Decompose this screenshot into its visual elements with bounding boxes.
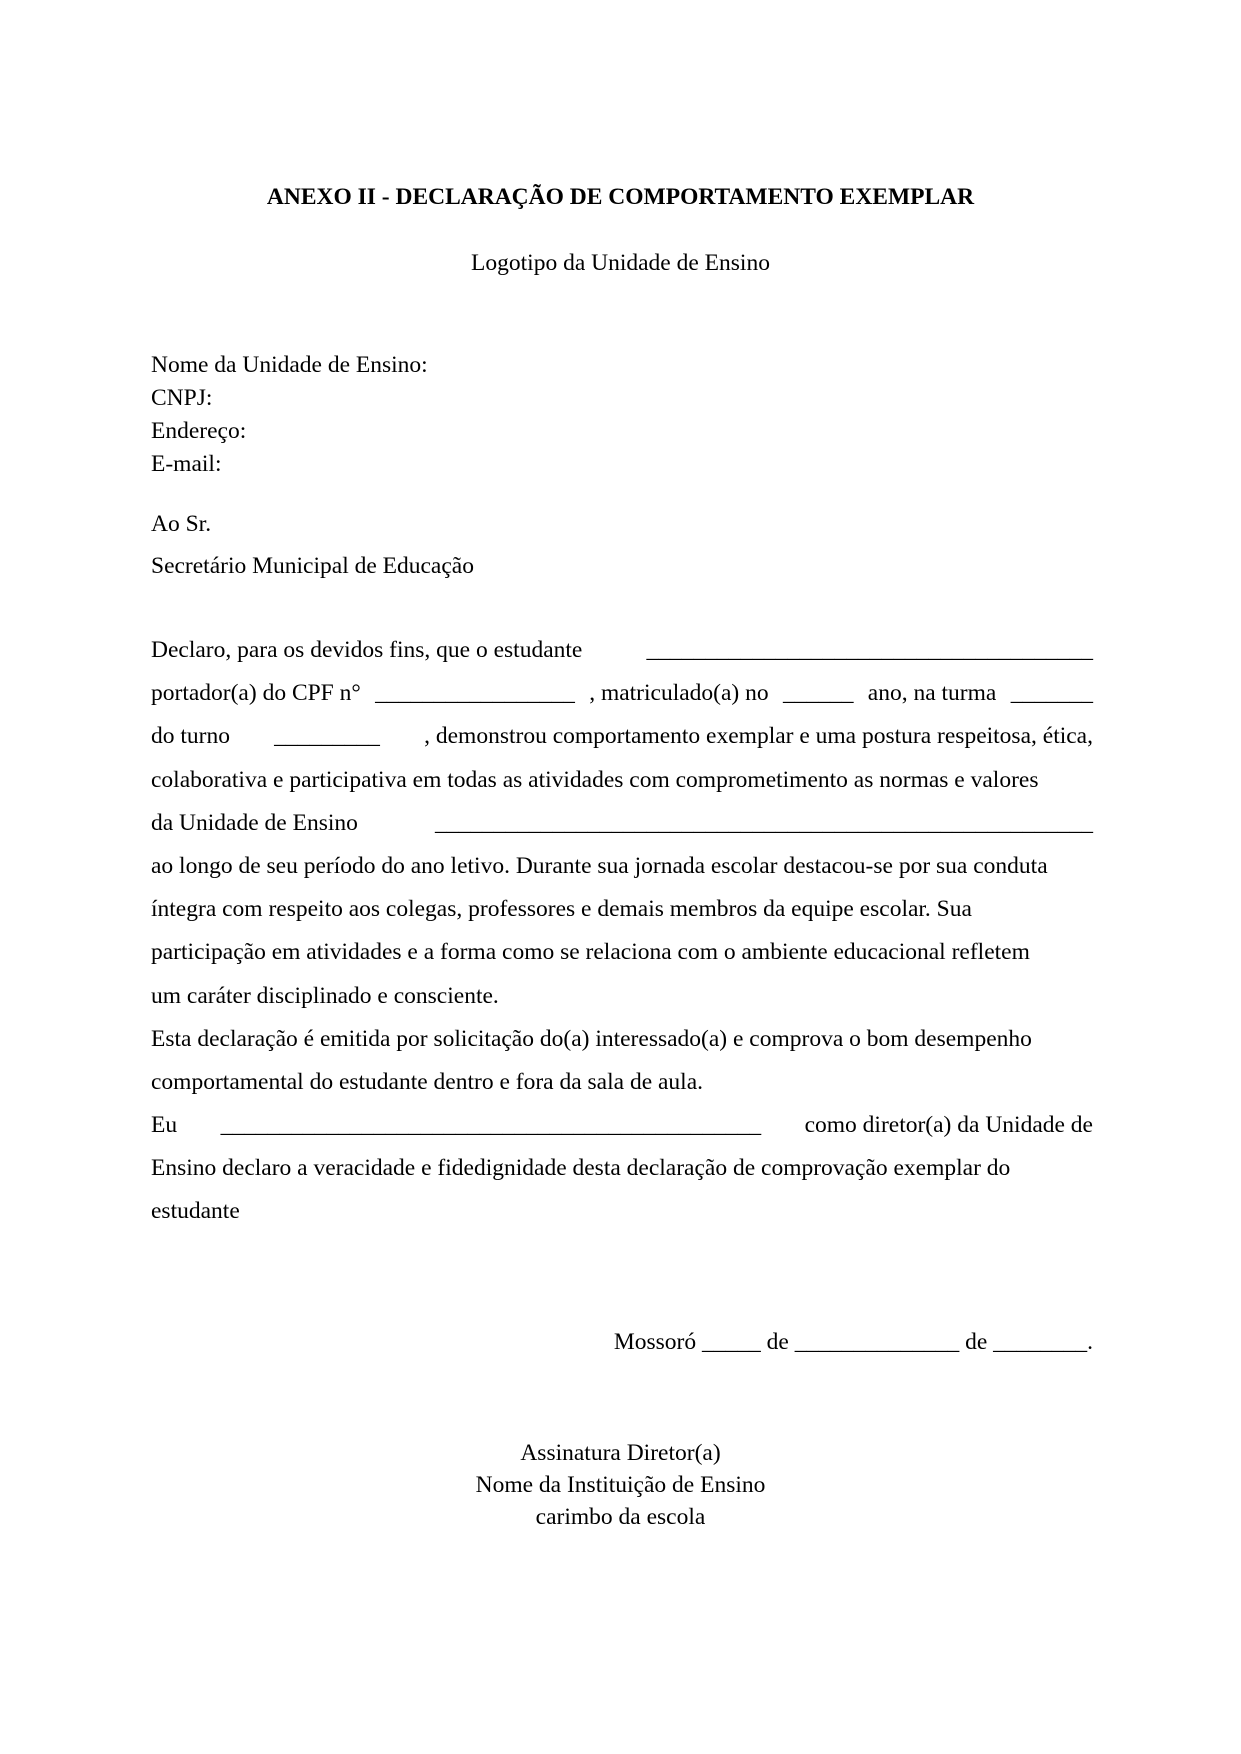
cnpj-label: CNPJ:	[151, 385, 213, 411]
body-text: portador(a) do CPF n°	[151, 680, 361, 707]
date-period: .	[1087, 1329, 1093, 1355]
body-line	[151, 715, 1093, 758]
student-name-blank[interactable]: ______________________________________	[646, 637, 1093, 663]
body-text: colaborativa e participativa em todas as atividades com comprometimento as normas e valores	[151, 766, 1039, 793]
date-city: Mossoró	[613, 1329, 697, 1355]
body-text: Eu	[151, 1112, 178, 1139]
body-text: Esta declaração é emitida por solicitação do(a) interessado(a) e comprova o bom desempenho	[151, 1025, 1032, 1052]
signature-line-2: Nome da Instituição de Ensino	[475, 1472, 766, 1498]
body-text: Declaro, para os devidos fins, que o estudante	[151, 637, 583, 663]
body-line	[151, 802, 1093, 845]
body-text: do turno	[151, 723, 230, 750]
month-blank[interactable]: ______________	[794, 1329, 960, 1355]
date-de: de	[965, 1329, 988, 1355]
body-text: um caráter disciplinado e consciente.	[151, 982, 499, 1009]
year-grade-blank[interactable]: ______	[782, 680, 854, 707]
body-text: Ensino declaro a veracidade e fidedignidade desta declaração de comprovação exemplar do	[151, 1155, 1011, 1182]
class-blank[interactable]: _______	[1010, 680, 1093, 707]
body-line	[151, 845, 1093, 888]
body-line	[151, 1147, 1093, 1190]
school-name-label: Nome da Unidade de Ensino:	[151, 352, 428, 378]
school-name-blank[interactable]: ________________________________________________________	[435, 809, 1093, 836]
body-text: ano, na turma	[867, 680, 997, 707]
body-text: estudante	[151, 1198, 240, 1225]
address-label: Endereço:	[151, 418, 247, 444]
school-header-fields	[151, 349, 428, 481]
body-line	[151, 975, 1093, 1018]
recipient-block	[151, 503, 474, 587]
day-blank[interactable]: _____	[702, 1329, 761, 1355]
body-text: , demonstrou comportamento exemplar e uma postura respeitosa, ética,	[424, 723, 1093, 750]
year-blank[interactable]: ________	[993, 1329, 1088, 1355]
body-line	[151, 759, 1093, 802]
recipient-salutation: Ao Sr.	[151, 511, 212, 537]
body-line	[151, 1018, 1093, 1061]
shift-blank[interactable]: _________	[274, 723, 380, 750]
body-line	[151, 629, 1093, 672]
date-line	[614, 1329, 1093, 1356]
logo-placeholder: Logotipo da Unidade de Ensino	[471, 250, 770, 276]
body-text: como diretor(a) da Unidade de	[804, 1112, 1093, 1139]
body-text: , matriculado(a) no	[589, 680, 769, 707]
recipient-role: Secretário Municipal de Educação	[151, 553, 474, 579]
body-line	[151, 1061, 1093, 1104]
declaration-body	[151, 629, 1093, 1234]
body-text: participação em atividades e a forma como se relaciona com o ambiente educacional refletem	[151, 939, 1030, 966]
document-title: ANEXO II - DECLARAÇÃO DE COMPORTAMENTO EXEMPLAR	[266, 184, 975, 210]
signature-line-3: carimbo da escola	[535, 1504, 706, 1530]
date-de: de	[766, 1329, 789, 1355]
body-line	[151, 672, 1093, 715]
email-label: E-mail:	[151, 451, 222, 477]
body-line	[151, 888, 1093, 931]
director-name-blank[interactable]: ______________________________________________	[220, 1112, 762, 1139]
signature-block	[0, 1437, 1241, 1533]
body-text: ao longo de seu período do ano letivo. Durante sua jornada escolar destacou-se por sua conduta	[151, 852, 1048, 879]
body-line	[151, 1104, 1093, 1147]
body-text: íntegra com respeito aos colegas, professores e demais membros da equipe escolar. Sua	[151, 896, 972, 923]
body-line	[151, 931, 1093, 974]
cpf-blank[interactable]: _________________	[375, 680, 575, 707]
body-line	[151, 1190, 1093, 1233]
body-text: da Unidade de Ensino	[151, 809, 358, 836]
signature-line-1: Assinatura Diretor(a)	[520, 1440, 721, 1466]
body-text: comportamental do estudante dentro e fora da sala de aula.	[151, 1068, 704, 1095]
